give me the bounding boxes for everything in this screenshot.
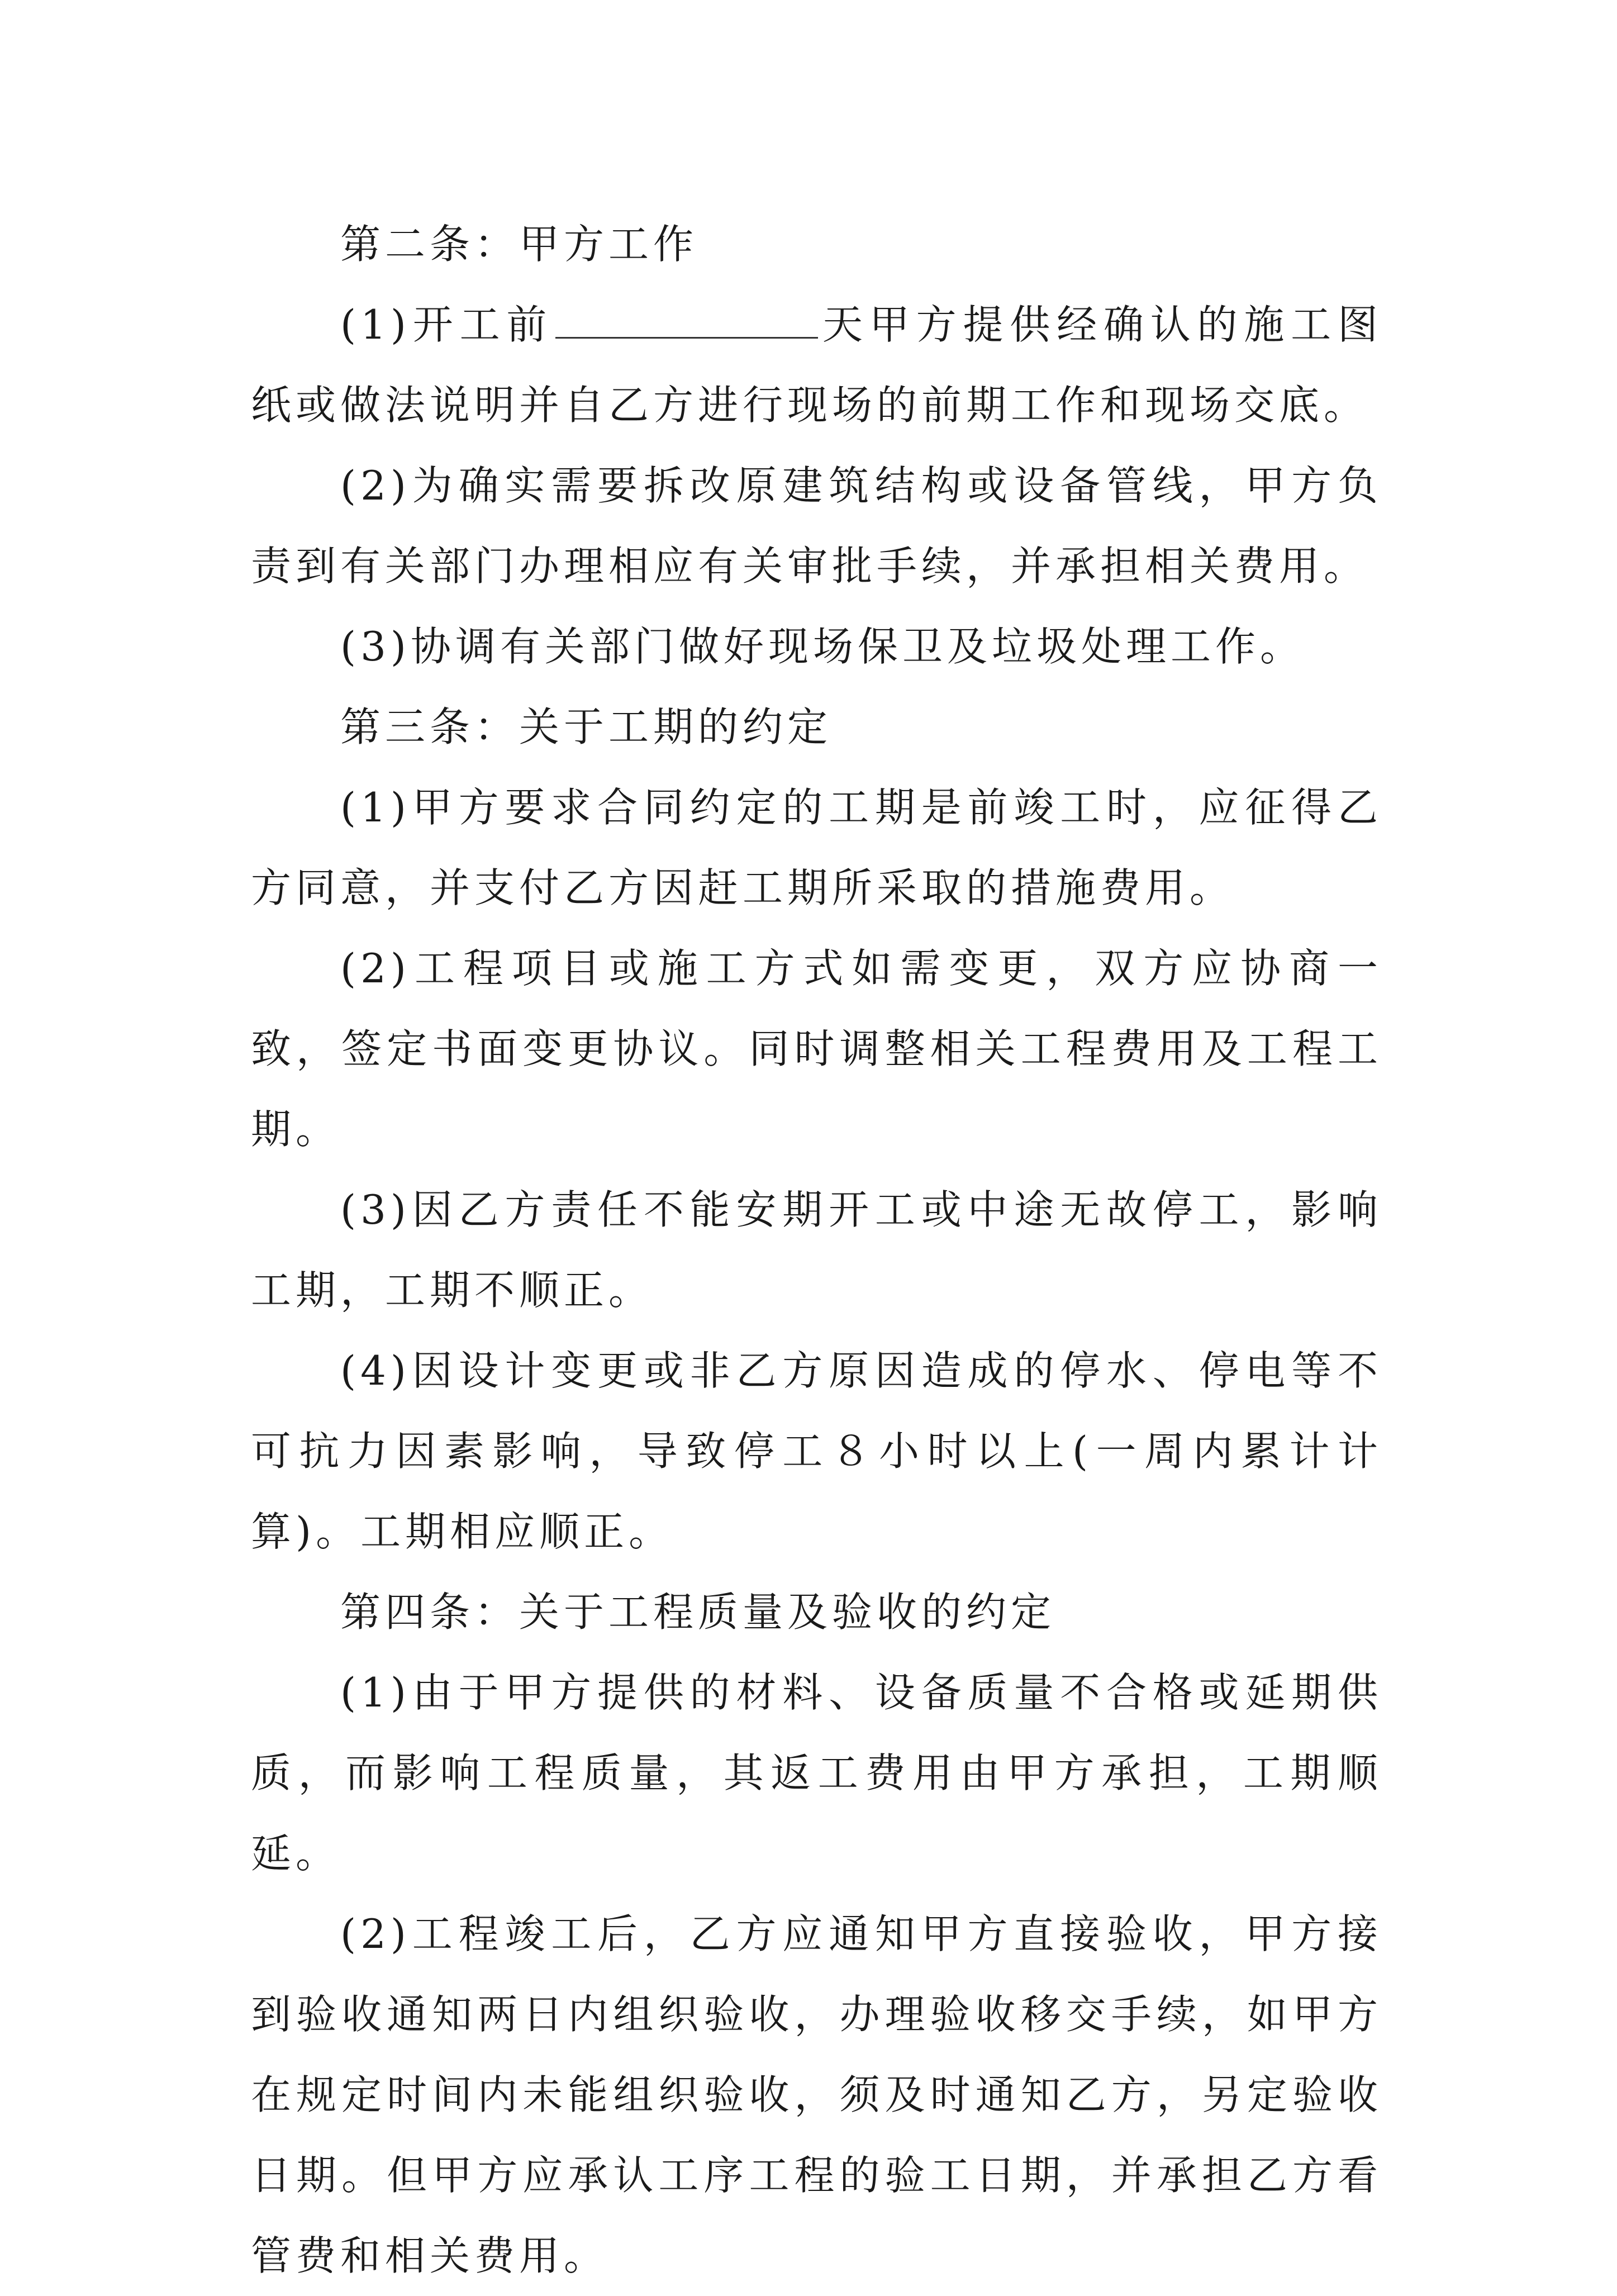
article-2-item-1: [251, 284, 1382, 445]
article-2-item-1-suffix: 天甲方提供经确认的施工图纸或做法说明并自乙方进行现场的前期工作和现场交底。: [251, 301, 1382, 429]
article-3-item-2: (2)工程项目或施工方式如需变更，双方应协商一致，签定书面变更协议。同时调整相关工程费用及工程工期。: [251, 945, 1382, 1153]
article-2-item-2: (2)为确实需要拆改原建筑结构或设备管线，甲方负责到有关部门办理相应有关审批手续，并承担相关费用。: [251, 462, 1382, 590]
document-body: [251, 204, 1382, 2296]
days-blank-field: [555, 300, 818, 339]
article-4-heading: 第四条：关于工程质量及验收的约定: [340, 1589, 1056, 1636]
article-2-item-3: (3)协调有关部门做好现场保卫及垃圾处理工作。: [340, 623, 1305, 670]
article-3-heading: 第三条：关于工期的约定: [340, 703, 833, 750]
article-4-item-1: (1)由于甲方提供的材料、设备质量不合格或延期供质，而影响工程质量，其返工费用由甲方承担，工期顺延。: [251, 1669, 1382, 1877]
article-4-item-2: (2)工程竣工后，乙方应通知甲方直接验收，甲方接到验收通知两日内组织验收，办理验收移交手续，如甲方在规定时间内未能组织验收，须及时通知乙方，另定验收日期。但甲方应承认工序工程的验工日期，并承担乙方看管费和相关费用。: [251, 1910, 1382, 2279]
article-3-item-1: (1)甲方要求合同约定的工期是前竣工时，应征得乙方同意，并支付乙方因赶工期所采取的措施费用。: [251, 784, 1382, 911]
article-3-item-3: (3)因乙方责任不能安期开工或中途无故停工，影响工期，工期不顺正。: [251, 1186, 1382, 1314]
article-2-item-1-prefix: (1)开工前: [340, 301, 554, 348]
article-2-heading: 第二条：甲方工作: [340, 221, 698, 268]
article-3-item-4: (4)因设计变更或非乙方原因造成的停水、停电等不可抗力因素影响，导致停工８小时以上(一周内累计计算)。工期相应顺正。: [251, 1347, 1382, 1555]
